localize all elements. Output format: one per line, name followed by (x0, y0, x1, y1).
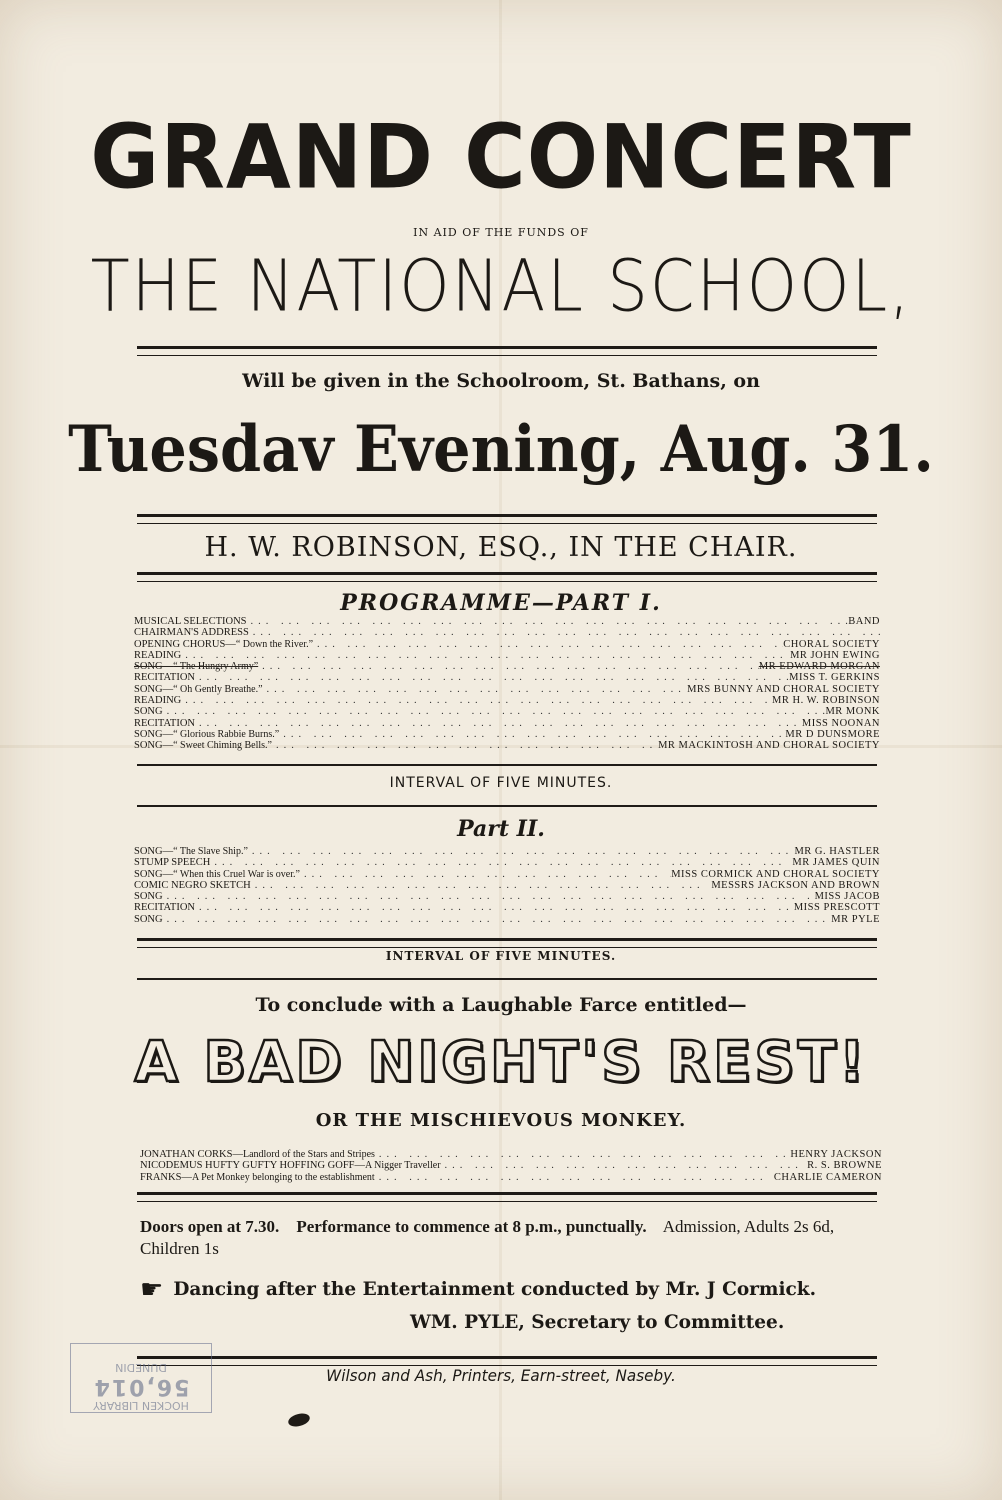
programme-item: SONG (134, 891, 163, 903)
pointing-hand-icon: ☛ (140, 1275, 164, 1305)
programme-item: NICODEMUS HUFTY GUFTY HOFFING GOFF—A Nigger Traveller (140, 1160, 441, 1172)
leader-dots (248, 846, 795, 857)
divider-rule (137, 1356, 877, 1366)
doors-open-text: Doors open at 7.30. (140, 1217, 280, 1236)
leader-dots (163, 891, 815, 902)
programme-item: STUMP SPEECH (134, 857, 211, 869)
programme-item: SONG—“ Oh Gently Breathe.” (134, 683, 263, 695)
leader-dots (251, 880, 712, 891)
programme-part2-list (134, 846, 880, 925)
programme-row (134, 616, 880, 627)
performer-name: CHORAL SOCIETY (783, 638, 880, 650)
programme-row (134, 684, 880, 695)
programme-row (134, 846, 880, 857)
programme-row (134, 891, 880, 902)
beneficiary-name: THE NATIONAL SCHOOL, (90, 245, 912, 329)
programme-item: RECITATION (134, 717, 195, 729)
performer-name: MRS BUNNY AND CHORAL SOCIETY (687, 683, 880, 695)
performer-name: MR MONK (825, 706, 880, 718)
performer-name: BAND (848, 616, 880, 627)
chair-line: H. W. ROBINSON, ESQ., IN THE CHAIR. (204, 532, 798, 563)
performer-name: MR JOHN EWING (790, 649, 880, 661)
library-stamp (70, 1343, 212, 1413)
programme-item: READING (134, 649, 182, 661)
performer-name: MESSRS JACKSON AND BROWN (711, 879, 880, 891)
performer-name: MISS T. GERKINS (789, 672, 880, 684)
leader-dots (272, 740, 658, 751)
venue-line: Will be given in the Schoolroom, St. Bathans, on (242, 370, 760, 392)
leader-dots (195, 718, 802, 729)
performer-name: MR D DUNSMORE (785, 728, 880, 740)
leader-dots (441, 1160, 808, 1171)
divider-rule (137, 1192, 877, 1202)
leader-dots (249, 627, 880, 638)
performer-name: MR JAMES QUIN (792, 857, 880, 869)
performer-name: MR EDWARD MORGAN (758, 661, 880, 673)
programme-item: COMIC NEGRO SKETCH (134, 879, 251, 891)
performer-name: HENRY JACKSON (790, 1149, 882, 1160)
leader-dots (181, 650, 790, 661)
divider-rule (137, 978, 877, 980)
programme-item: SONG (134, 706, 163, 718)
poster-title: GRAND CONCERT (90, 105, 912, 209)
programme-item: OPENING CHORUS—“ Down the River.” (134, 638, 314, 650)
interval-notice: INTERVAL OF FIVE MINUTES. (385, 949, 617, 963)
dancing-notice (140, 1275, 882, 1305)
programme-row (134, 880, 880, 891)
divider-rule (137, 805, 877, 807)
programme-row (134, 650, 880, 661)
cast-row (140, 1172, 882, 1183)
divider-rule (137, 514, 877, 524)
in-aid-line: IN AID OF THE FUNDS OF (413, 226, 589, 239)
programme-row (134, 627, 880, 638)
farce-title: A BAD NIGHT'S REST! (134, 1030, 868, 1095)
programme-item: RECITATION (134, 672, 195, 684)
leader-dots (181, 695, 772, 706)
programme-row (134, 914, 880, 925)
leader-dots (163, 914, 832, 925)
printers-imprint: Wilson and Ash, Printers, Earn-street, Naseby. (326, 1366, 676, 1385)
programme-part1-list (134, 616, 880, 752)
leader-dots (210, 857, 792, 868)
cast-row (140, 1160, 882, 1171)
programme-row (134, 661, 880, 672)
programme-row (134, 902, 880, 913)
programme-item: READING (134, 695, 182, 707)
programme-row (134, 672, 880, 683)
farce-cast-list (140, 1149, 882, 1183)
performer-name: MISS NOONAN (801, 717, 880, 729)
programme-item: SONG (134, 913, 163, 925)
divider-rule (137, 938, 877, 948)
dancing-text: Dancing after the Entertainment conducted by Mr. J Cormick. (173, 1279, 817, 1300)
leader-dots (279, 729, 785, 740)
programme-item: SONG—“ Sweet Chiming Bells.” (134, 740, 272, 752)
programme-row (134, 695, 880, 706)
programme-row (134, 729, 880, 740)
stamp-city: DUNEDIN (115, 1361, 167, 1374)
ink-blot (287, 1411, 311, 1428)
leader-dots (375, 1149, 791, 1160)
secretary-line: WM. PYLE, Secretary to Committee. (410, 1312, 785, 1333)
leader-dots (300, 869, 671, 880)
interval-notice: INTERVAL OF FIVE MINUTES. (389, 775, 613, 791)
programme-item: SONG—“ Glorious Rabbie Burns.” (134, 728, 280, 740)
leader-dots (375, 1172, 774, 1183)
date-line: Tuesdav Evening, Aug. 31. (68, 412, 934, 487)
programme-row (134, 639, 880, 650)
farce-intro: To conclude with a Laughable Farce entitled— (255, 994, 747, 1016)
performer-name: CHARLIE CAMERON (773, 1171, 882, 1183)
programme-part1-heading: PROGRAMME—PART I. (340, 590, 662, 616)
divider-rule (137, 346, 877, 356)
performer-name: MISS JACOB (814, 891, 880, 903)
programme-row (134, 740, 880, 751)
divider-rule (137, 764, 877, 766)
leader-dots (195, 672, 789, 683)
programme-row (134, 718, 880, 729)
programme-item: MUSICAL SELECTIONS (134, 616, 247, 627)
stamp-number: 56,014 (92, 1374, 190, 1399)
divider-rule (137, 572, 877, 582)
door-times (140, 1216, 882, 1260)
performer-name: MR G. HASTLER (794, 846, 880, 857)
leader-dots (258, 661, 759, 672)
programme-part2-heading: Part II. (457, 816, 545, 842)
programme-row (134, 706, 880, 717)
leader-dots (263, 684, 688, 695)
farce-subtitle: OR THE MISCHIEVOUS MONKEY. (315, 1110, 687, 1131)
programme-item: SONG—“ The Hungry Army” (134, 661, 259, 673)
performer-name: MR MACKINTOSH AND CHORAL SOCIETY (658, 740, 880, 752)
cast-row (140, 1149, 882, 1160)
stamp-library-name: HOCKEN LIBRARY (93, 1399, 189, 1412)
performer-name: MR PYLE (831, 913, 880, 925)
admission-text: Admission, Adults 2s 6d, Children 1s (140, 1217, 835, 1258)
programme-item: FRANKS—A Pet Monkey belonging to the establishment (140, 1171, 375, 1183)
programme-item: SONG—“ When this Cruel War is over.” (134, 868, 300, 880)
programme-row (134, 869, 880, 880)
programme-item: SONG—“ The Slave Ship.” (134, 846, 248, 857)
performer-name: R. S. BROWNE (807, 1160, 882, 1172)
programme-item: JONATHAN CORKS—Landlord of the Stars and Stripes (140, 1149, 375, 1160)
programme-item: RECITATION (134, 902, 195, 914)
programme-item: CHAIRMAN'S ADDRESS (134, 627, 249, 639)
programme-row (134, 857, 880, 868)
performance-time-text: Performance to commence at 8 p.m., punctually. (296, 1217, 647, 1236)
performer-name: MISS PRESCOTT (793, 902, 880, 914)
leader-dots (247, 616, 849, 627)
performer-name: MISS CORMICK AND CHORAL SOCIETY (671, 868, 880, 880)
leader-dots (313, 639, 783, 650)
leader-dots (195, 902, 794, 913)
performer-name: MR H. W. ROBINSON (772, 695, 880, 707)
leader-dots (163, 706, 826, 717)
